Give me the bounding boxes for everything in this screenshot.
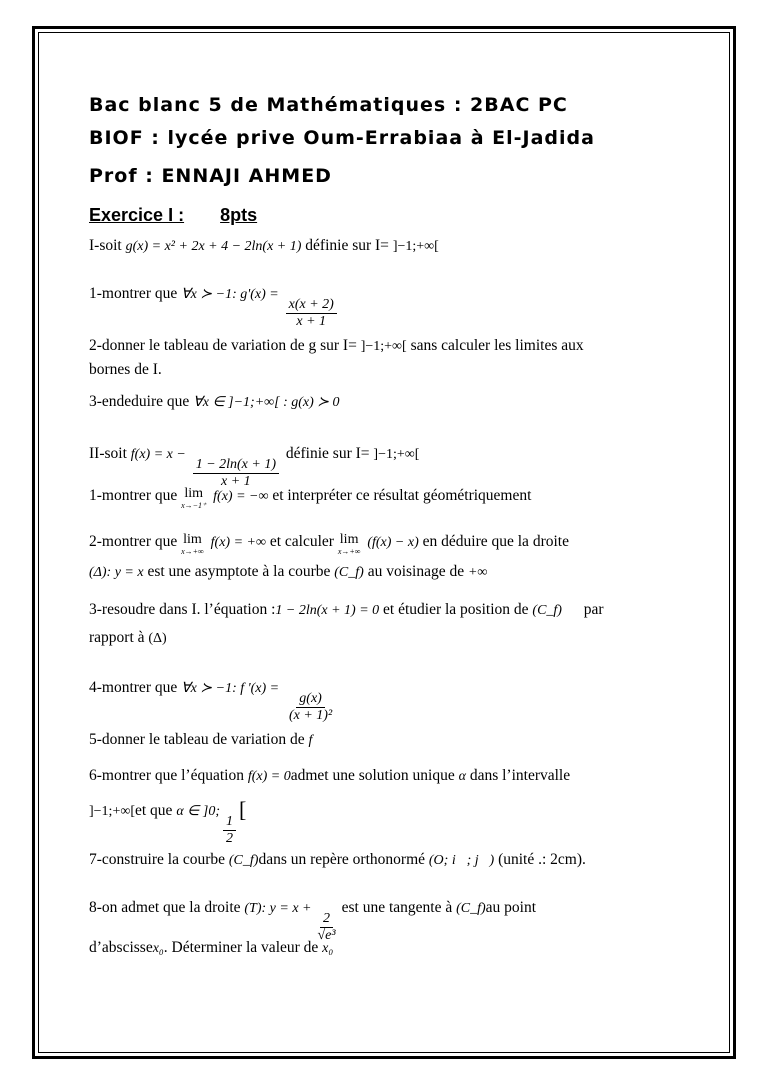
part2-q2-prefix: 2-montrer que bbox=[89, 533, 178, 550]
part2-q1-limit bbox=[181, 486, 206, 510]
part1-q2 bbox=[89, 336, 584, 357]
part2-q6-prefix: 6-montrer que l’équation bbox=[89, 767, 244, 784]
part2-intro-interval: ]−1;+∞[ bbox=[373, 447, 420, 462]
part1-q2-suffix: sans calculer les limites aux bbox=[410, 337, 584, 354]
part2-q3-eq: 1 − 2ln(x + 1) = 0 bbox=[275, 603, 380, 618]
part2-q2-suffix: en déduire que la droite bbox=[422, 533, 569, 550]
header-line-1: Bac blanc 5 de Mathématiques : 2BAC PC bbox=[89, 94, 568, 116]
part2-q2-math1: f(x) = +∞ bbox=[210, 535, 266, 550]
part1-func-g: g(x) = x² + 2x + 4 − 2ln(x + 1) bbox=[125, 239, 302, 254]
part2-q3 bbox=[89, 600, 604, 621]
part2-q2-lim-word-1: lim bbox=[183, 532, 202, 547]
part2-intro-prefix: II-soit bbox=[89, 445, 127, 462]
part2-intro-den: x + 1 bbox=[221, 474, 251, 489]
part2-q2-lim-sub-2: x→+∞ bbox=[337, 547, 361, 556]
part2-q5 bbox=[89, 730, 312, 751]
part1-q3 bbox=[89, 392, 340, 413]
part1-q3-prefix: 3-endeduire que bbox=[89, 393, 190, 410]
part2-q5-f: f bbox=[308, 733, 313, 748]
part1-intro bbox=[89, 236, 439, 257]
part2-q2-lim-sub-1: x→+∞ bbox=[181, 547, 204, 556]
part2-q4 bbox=[89, 678, 338, 724]
part2-q6-fraction bbox=[223, 814, 236, 847]
part2-q1-prefix: 1-montrer que bbox=[89, 487, 178, 504]
part2-q2-limit-1 bbox=[181, 532, 204, 556]
part1-q2-text: 2-donner le tableau de variation de g sur I= bbox=[89, 337, 357, 354]
part2-q8-mid: est une tangente à bbox=[341, 899, 453, 916]
part2-q8-den: √e³ bbox=[317, 928, 336, 943]
part1-q2-interval: ]−1;+∞[ bbox=[360, 339, 407, 354]
part2-q4-fraction bbox=[286, 691, 335, 724]
part1-q1-den: x + 1 bbox=[296, 314, 327, 329]
part2-q6-frac-den: 2 bbox=[225, 831, 233, 846]
part2-q2-continuation bbox=[89, 562, 487, 583]
header-line-2: BIOF : lycée prive Oum-Errabiaa à El-Jadida bbox=[89, 127, 595, 149]
part1-q1-prefix: 1-montrer que bbox=[89, 285, 178, 302]
part2-q6-close: [ bbox=[238, 797, 247, 822]
part2-q4-den: (x + 1)² bbox=[288, 708, 333, 723]
part2-q8-num: 2 bbox=[320, 911, 333, 928]
part1-intro-prefix: I-soit bbox=[89, 237, 122, 254]
part2-q2-math2: (f(x) − x) bbox=[367, 535, 419, 550]
part2-q6-eq: f(x) = 0 bbox=[247, 769, 291, 784]
part2-q6-suffix: dans l’intervalle bbox=[469, 767, 571, 784]
part2-intro-num: 1 − 2ln(x + 1) bbox=[193, 457, 279, 474]
part2-q7-suffix: (unité .: 2cm). bbox=[498, 851, 586, 868]
part2-q4-prefix: 4-montrer que bbox=[89, 679, 178, 696]
part2-q7 bbox=[89, 850, 586, 871]
part2-q3-mid: et étudier la position de bbox=[383, 601, 529, 618]
part2-q2-limit-2 bbox=[338, 532, 361, 556]
part2-q2-delta: (Δ): y = x bbox=[89, 565, 144, 580]
part2-q2-cf: (C_f) bbox=[334, 565, 364, 580]
part2-q4-cond: ∀x ≻ −1: f '(x) = bbox=[181, 681, 280, 696]
part2-q4-num: g(x) bbox=[296, 691, 325, 708]
part2-q2 bbox=[89, 532, 569, 556]
part2-q6-mid: admet une solution unique bbox=[290, 767, 455, 784]
part2-q3-delta: (Δ) bbox=[148, 631, 167, 646]
part2-q2-cont: est une asymptote à la courbe bbox=[147, 563, 331, 580]
part1-q1-num: x(x + 2) bbox=[286, 297, 337, 314]
part1-interval: ]−1;+∞[ bbox=[392, 239, 439, 254]
part2-q6-interval: ]−1;+∞[ bbox=[89, 804, 135, 819]
part1-intro-suffix: définie sur I= bbox=[305, 237, 389, 254]
part2-q8-cont-suffix: . Déterminer la valeur de bbox=[163, 939, 319, 956]
exercise-points: 8pts bbox=[220, 205, 258, 225]
part2-q8-suffix: au point bbox=[485, 899, 537, 916]
part2-q8-eq: (T): y = x + bbox=[244, 901, 312, 916]
part1-q1-cond: ∀x ≻ −1: g'(x) = bbox=[181, 287, 279, 302]
part2-q1-lim-sub: x→−1⁺ bbox=[181, 501, 207, 510]
part2-q8-x0b: x₀ bbox=[322, 941, 334, 956]
part2-q7-prefix: 7-construire la courbe bbox=[89, 851, 225, 868]
part2-q3-cf: (C_f) bbox=[532, 603, 562, 618]
part2-q3-par: par bbox=[583, 601, 604, 618]
part2-q2-inf: +∞ bbox=[467, 565, 488, 580]
part1-q1-fraction bbox=[286, 297, 337, 330]
part2-q8-x0: x₀ bbox=[152, 941, 164, 956]
part2-q6-in: α ∈ ]0; bbox=[176, 804, 220, 819]
part2-q6-alpha: α bbox=[458, 769, 466, 784]
exercise-title: Exercice I : bbox=[89, 205, 185, 225]
part2-q3-cont: rapport à bbox=[89, 629, 145, 646]
part2-q3-prefix: 3-resoudre dans I. l’équation : bbox=[89, 601, 276, 618]
part2-q2-mid: et calculer bbox=[269, 533, 334, 550]
part2-q8-continuation bbox=[89, 938, 333, 959]
header-line-3: Prof : ENNAJI AHMED bbox=[89, 165, 332, 187]
part2-intro bbox=[89, 444, 419, 490]
part2-q8-prefix: 8-on admet que la droite bbox=[89, 899, 241, 916]
part1-q1 bbox=[89, 284, 340, 330]
part1-q3-math: ∀x ∈ ]−1;+∞[ : g(x) ≻ 0 bbox=[193, 395, 340, 410]
part2-q6-frac-num: 1 bbox=[223, 814, 236, 831]
part2-q2-lim-word-2: lim bbox=[339, 532, 359, 547]
part1-q2-continuation: bornes de I. bbox=[89, 361, 162, 378]
part2-q5-text: 5-donner le tableau de variation de bbox=[89, 731, 305, 748]
part2-intro-suffix: définie sur I= bbox=[285, 445, 370, 462]
part2-q1 bbox=[89, 486, 531, 510]
part2-q7-mid: dans un repère orthonormé bbox=[258, 851, 426, 868]
part2-q2-end: au voisinage de bbox=[367, 563, 465, 580]
part2-q7-frame: (O; i⃗; j⃗) bbox=[428, 853, 495, 868]
exercise-heading bbox=[89, 205, 257, 226]
part2-func-f-left: f(x) = x − bbox=[130, 447, 186, 462]
part2-q1-suffix: et interpréter ce résultat géométriquement bbox=[272, 487, 532, 504]
part2-q8-cf: (C_f) bbox=[456, 901, 486, 916]
part2-q1-lim-word: lim bbox=[184, 486, 204, 501]
part2-q7-cf: (C_f) bbox=[228, 853, 259, 868]
part2-q6 bbox=[89, 766, 570, 787]
part2-q8-cont-prefix: d’abscisse bbox=[89, 939, 153, 956]
part2-q6-continuation bbox=[89, 797, 247, 847]
part2-q6-cont: et que bbox=[135, 802, 173, 819]
part2-q1-math: f(x) = −∞ bbox=[213, 489, 269, 504]
part2-q3-continuation bbox=[89, 628, 167, 649]
